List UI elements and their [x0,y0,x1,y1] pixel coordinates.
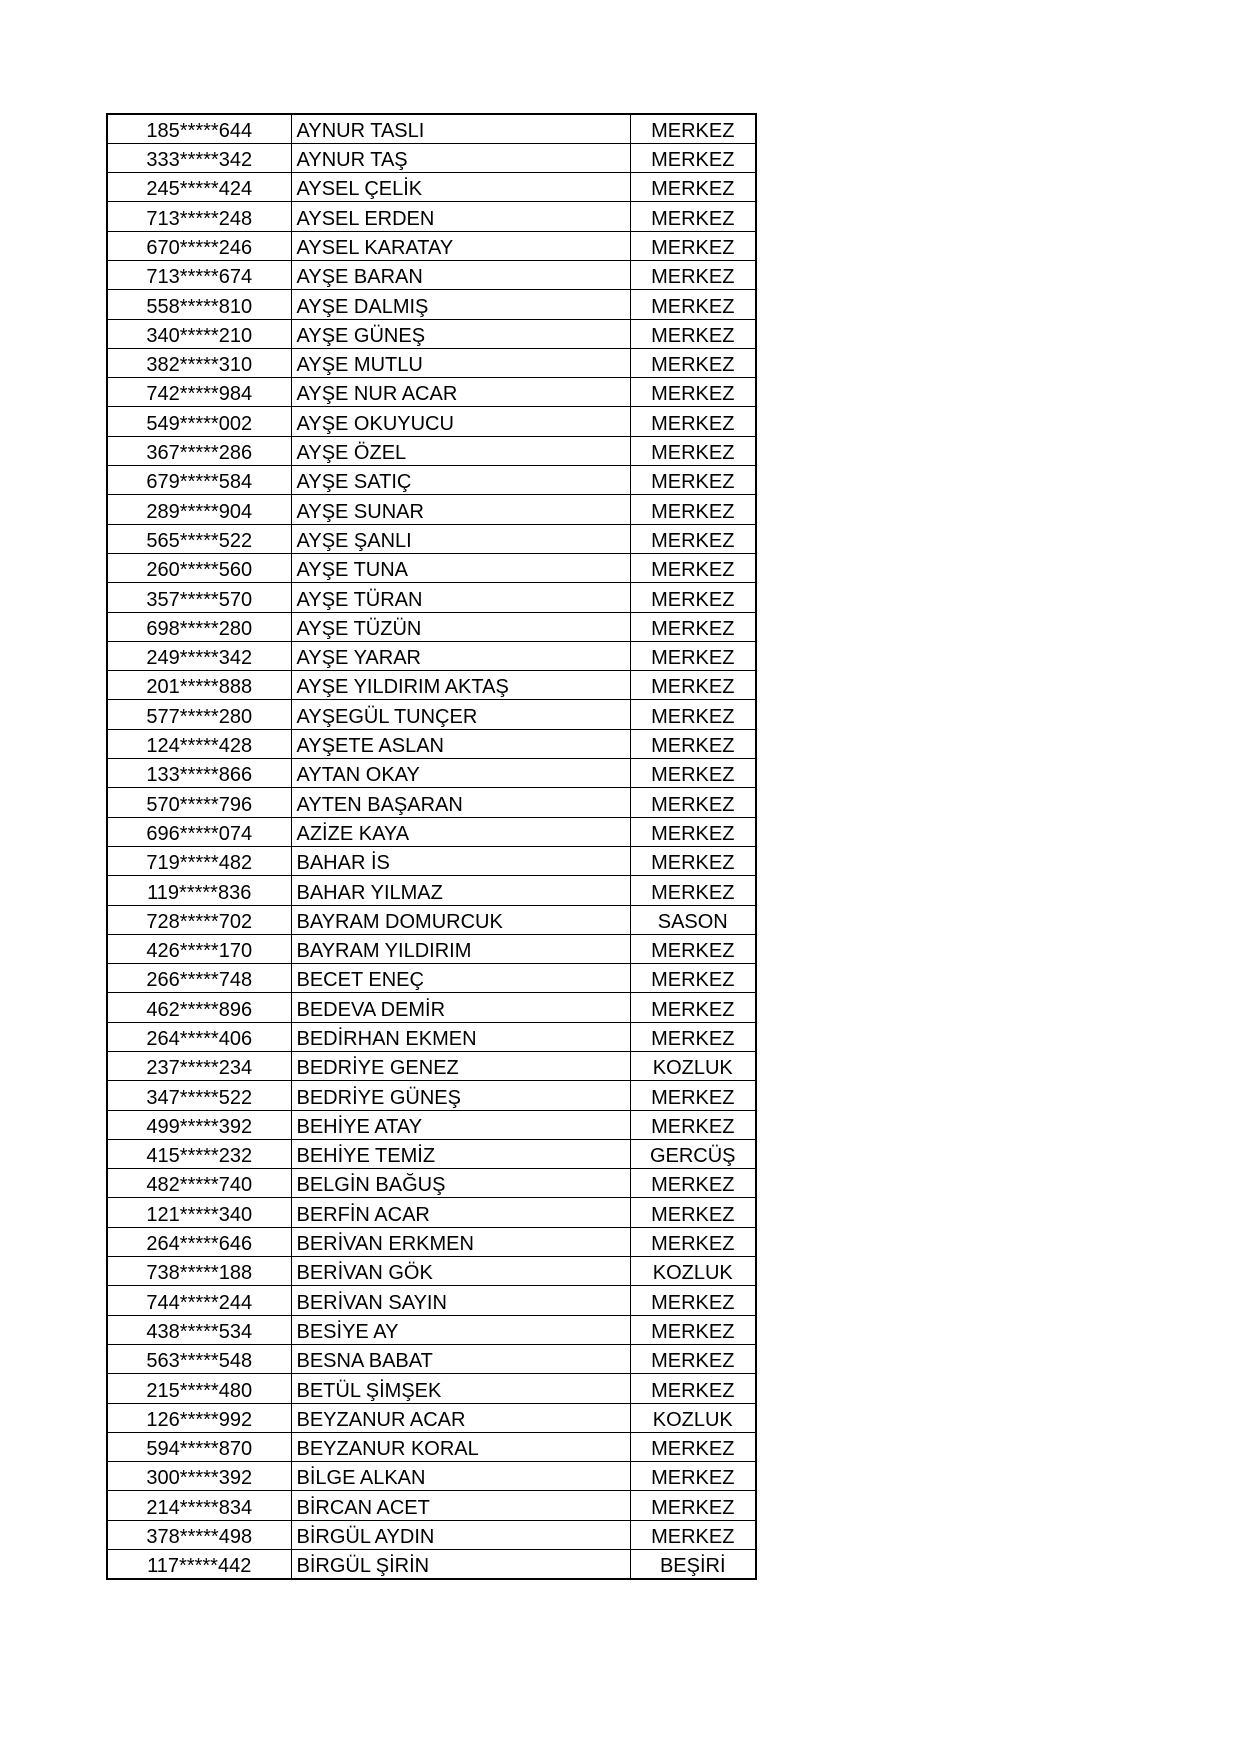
table-row [107,641,756,670]
table-row [107,964,756,993]
table-row [107,1286,756,1315]
name-cell: BEYZANUR KORAL [291,1432,630,1461]
district-cell: MERKEZ [630,1081,756,1110]
table-row [107,495,756,524]
name-cell: AYŞE SUNAR [291,495,630,524]
district-cell: MERKEZ [630,1491,756,1520]
district-cell: KOZLUK [630,1403,756,1432]
table-row [107,143,756,172]
id-cell: 738*****188 [107,1257,291,1286]
id-cell: 713*****248 [107,202,291,231]
id-cell: 499*****392 [107,1110,291,1139]
id-cell: 264*****646 [107,1227,291,1256]
table-row [107,524,756,553]
id-cell: 201*****888 [107,671,291,700]
id-cell: 549*****002 [107,407,291,436]
table-row [107,729,756,758]
name-cell: AYŞETE ASLAN [291,729,630,758]
district-cell: MERKEZ [630,466,756,495]
district-cell: BEŞİRİ [630,1550,756,1579]
id-cell: 347*****522 [107,1081,291,1110]
table-row [107,231,756,260]
district-cell: MERKEZ [630,846,756,875]
id-cell: 482*****740 [107,1169,291,1198]
name-cell: AYŞEGÜL TUNÇER [291,700,630,729]
table-row [107,671,756,700]
name-cell: AYŞE NUR ACAR [291,378,630,407]
table-row [107,1491,756,1520]
district-cell: MERKEZ [630,143,756,172]
table-row [107,1081,756,1110]
district-cell: MERKEZ [630,202,756,231]
id-cell: 300*****392 [107,1462,291,1491]
name-cell: AYSEL ÇELİK [291,173,630,202]
id-cell: 415*****232 [107,1139,291,1168]
district-cell: MERKEZ [630,964,756,993]
table-row [107,1462,756,1491]
name-cell: BESİYE AY [291,1315,630,1344]
district-cell: MERKEZ [630,553,756,582]
district-cell: MERKEZ [630,876,756,905]
id-cell: 378*****498 [107,1520,291,1549]
name-cell: AYŞE BARAN [291,260,630,289]
district-cell: MERKEZ [630,495,756,524]
table-row [107,290,756,319]
district-cell: MERKEZ [630,583,756,612]
name-cell: AYŞE TUNA [291,553,630,582]
id-cell: 124*****428 [107,729,291,758]
district-cell: MERKEZ [630,641,756,670]
name-cell: BERİVAN SAYIN [291,1286,630,1315]
table-row [107,846,756,875]
table-row [107,407,756,436]
name-cell: BEDEVA DEMİR [291,993,630,1022]
district-cell: MERKEZ [630,1286,756,1315]
id-cell: 719*****482 [107,846,291,875]
district-cell: MERKEZ [630,1315,756,1344]
id-cell: 266*****748 [107,964,291,993]
beneficiary-table [106,113,757,1580]
id-cell: 563*****548 [107,1344,291,1373]
name-cell: BAYRAM YILDIRIM [291,934,630,963]
table-row [107,1550,756,1579]
district-cell: KOZLUK [630,1257,756,1286]
name-cell: AYŞE SATIÇ [291,466,630,495]
id-cell: 696*****074 [107,817,291,846]
name-cell: BAHAR İS [291,846,630,875]
table-row [107,1052,756,1081]
id-cell: 594*****870 [107,1432,291,1461]
id-cell: 679*****584 [107,466,291,495]
name-cell: BİLGE ALKAN [291,1462,630,1491]
table-row [107,1432,756,1461]
id-cell: 121*****340 [107,1198,291,1227]
district-cell: MERKEZ [630,260,756,289]
id-cell: 577*****280 [107,700,291,729]
id-cell: 215*****480 [107,1374,291,1403]
id-cell: 260*****560 [107,553,291,582]
district-cell: MERKEZ [630,1198,756,1227]
district-cell: MERKEZ [630,1227,756,1256]
id-cell: 713*****674 [107,260,291,289]
id-cell: 119*****836 [107,876,291,905]
district-cell: MERKEZ [630,788,756,817]
name-cell: BECET ENEÇ [291,964,630,993]
district-cell: MERKEZ [630,759,756,788]
name-cell: AYŞE ŞANLI [291,524,630,553]
id-cell: 670*****246 [107,231,291,260]
district-cell: MERKEZ [630,993,756,1022]
name-cell: BEHİYE TEMİZ [291,1139,630,1168]
id-cell: 126*****992 [107,1403,291,1432]
table-row [107,905,756,934]
district-cell: MERKEZ [630,612,756,641]
name-cell: AYŞE YARAR [291,641,630,670]
id-cell: 382*****310 [107,348,291,377]
name-cell: BAYRAM DOMURCUK [291,905,630,934]
table-row [107,260,756,289]
id-cell: 744*****244 [107,1286,291,1315]
table-row [107,1022,756,1051]
table-row [107,436,756,465]
table-body [107,114,756,1579]
table-row [107,817,756,846]
id-cell: 214*****834 [107,1491,291,1520]
name-cell: AYŞE TÜRAN [291,583,630,612]
district-cell: GERCÜŞ [630,1139,756,1168]
district-cell: MERKEZ [630,934,756,963]
table-row [107,934,756,963]
id-cell: 289*****904 [107,495,291,524]
district-cell: MERKEZ [630,1520,756,1549]
table-row [107,1344,756,1373]
id-cell: 728*****702 [107,905,291,934]
district-cell: MERKEZ [630,671,756,700]
table-row [107,1520,756,1549]
id-cell: 237*****234 [107,1052,291,1081]
table-row [107,583,756,612]
id-cell: 249*****342 [107,641,291,670]
table-row [107,1403,756,1432]
table-row [107,553,756,582]
table-row [107,348,756,377]
name-cell: AYSEL ERDEN [291,202,630,231]
id-cell: 426*****170 [107,934,291,963]
name-cell: AYŞE OKUYUCU [291,407,630,436]
name-cell: AYTAN OKAY [291,759,630,788]
table-row [107,1198,756,1227]
district-cell: MERKEZ [630,729,756,758]
name-cell: BELGİN BAĞUŞ [291,1169,630,1198]
district-cell: MERKEZ [630,436,756,465]
name-cell: BERFİN ACAR [291,1198,630,1227]
district-cell: MERKEZ [630,1110,756,1139]
district-cell: MERKEZ [630,231,756,260]
name-cell: BERİVAN GÖK [291,1257,630,1286]
id-cell: 742*****984 [107,378,291,407]
table-row [107,1139,756,1168]
district-cell: SASON [630,905,756,934]
id-cell: 570*****796 [107,788,291,817]
name-cell: AYŞE MUTLU [291,348,630,377]
name-cell: BEHİYE ATAY [291,1110,630,1139]
name-cell: BERİVAN ERKMEN [291,1227,630,1256]
id-cell: 367*****286 [107,436,291,465]
district-cell: MERKEZ [630,524,756,553]
district-cell: MERKEZ [630,114,756,143]
id-cell: 333*****342 [107,143,291,172]
table-row [107,993,756,1022]
table-row [107,114,756,143]
id-cell: 698*****280 [107,612,291,641]
name-cell: BEDİRHAN EKMEN [291,1022,630,1051]
name-cell: AZİZE KAYA [291,817,630,846]
table-row [107,1257,756,1286]
table-row [107,1374,756,1403]
id-cell: 558*****810 [107,290,291,319]
district-cell: MERKEZ [630,1344,756,1373]
table-row [107,1227,756,1256]
table-row [107,700,756,729]
id-cell: 264*****406 [107,1022,291,1051]
name-cell: BİRCAN ACET [291,1491,630,1520]
table-row [107,788,756,817]
id-cell: 462*****896 [107,993,291,1022]
table-row [107,466,756,495]
table-row [107,173,756,202]
name-cell: AYŞE YILDIRIM AKTAŞ [291,671,630,700]
district-cell: MERKEZ [630,378,756,407]
name-cell: AYŞE DALMIŞ [291,290,630,319]
district-cell: MERKEZ [630,1169,756,1198]
name-cell: BİRGÜL AYDIN [291,1520,630,1549]
district-cell: MERKEZ [630,290,756,319]
table-row [107,1315,756,1344]
name-cell: AYNUR TASLI [291,114,630,143]
name-cell: AYŞE TÜZÜN [291,612,630,641]
district-cell: MERKEZ [630,1462,756,1491]
name-cell: AYNUR TAŞ [291,143,630,172]
table-row [107,759,756,788]
district-cell: MERKEZ [630,1022,756,1051]
name-cell: AYSEL KARATAY [291,231,630,260]
name-cell: BEDRİYE GÜNEŞ [291,1081,630,1110]
name-cell: BİRGÜL ŞİRİN [291,1550,630,1579]
id-cell: 565*****522 [107,524,291,553]
table-row [107,876,756,905]
district-cell: MERKEZ [630,407,756,436]
district-cell: MERKEZ [630,700,756,729]
district-cell: MERKEZ [630,1432,756,1461]
table-row [107,202,756,231]
name-cell: BEDRİYE GENEZ [291,1052,630,1081]
id-cell: 117*****442 [107,1550,291,1579]
table-row [107,378,756,407]
table-row [107,612,756,641]
table-row [107,319,756,348]
district-cell: MERKEZ [630,1374,756,1403]
id-cell: 133*****866 [107,759,291,788]
name-cell: BETÜL ŞİMŞEK [291,1374,630,1403]
name-cell: AYŞE GÜNEŞ [291,319,630,348]
id-cell: 245*****424 [107,173,291,202]
id-cell: 185*****644 [107,114,291,143]
table-row [107,1169,756,1198]
district-cell: MERKEZ [630,817,756,846]
name-cell: BAHAR YILMAZ [291,876,630,905]
name-cell: AYTEN BAŞARAN [291,788,630,817]
name-cell: BESNA BABAT [291,1344,630,1373]
id-cell: 340*****210 [107,319,291,348]
district-cell: MERKEZ [630,173,756,202]
id-cell: 438*****534 [107,1315,291,1344]
name-cell: BEYZANUR ACAR [291,1403,630,1432]
name-cell: AYŞE ÖZEL [291,436,630,465]
district-cell: MERKEZ [630,319,756,348]
district-cell: KOZLUK [630,1052,756,1081]
table-row [107,1110,756,1139]
district-cell: MERKEZ [630,348,756,377]
id-cell: 357*****570 [107,583,291,612]
